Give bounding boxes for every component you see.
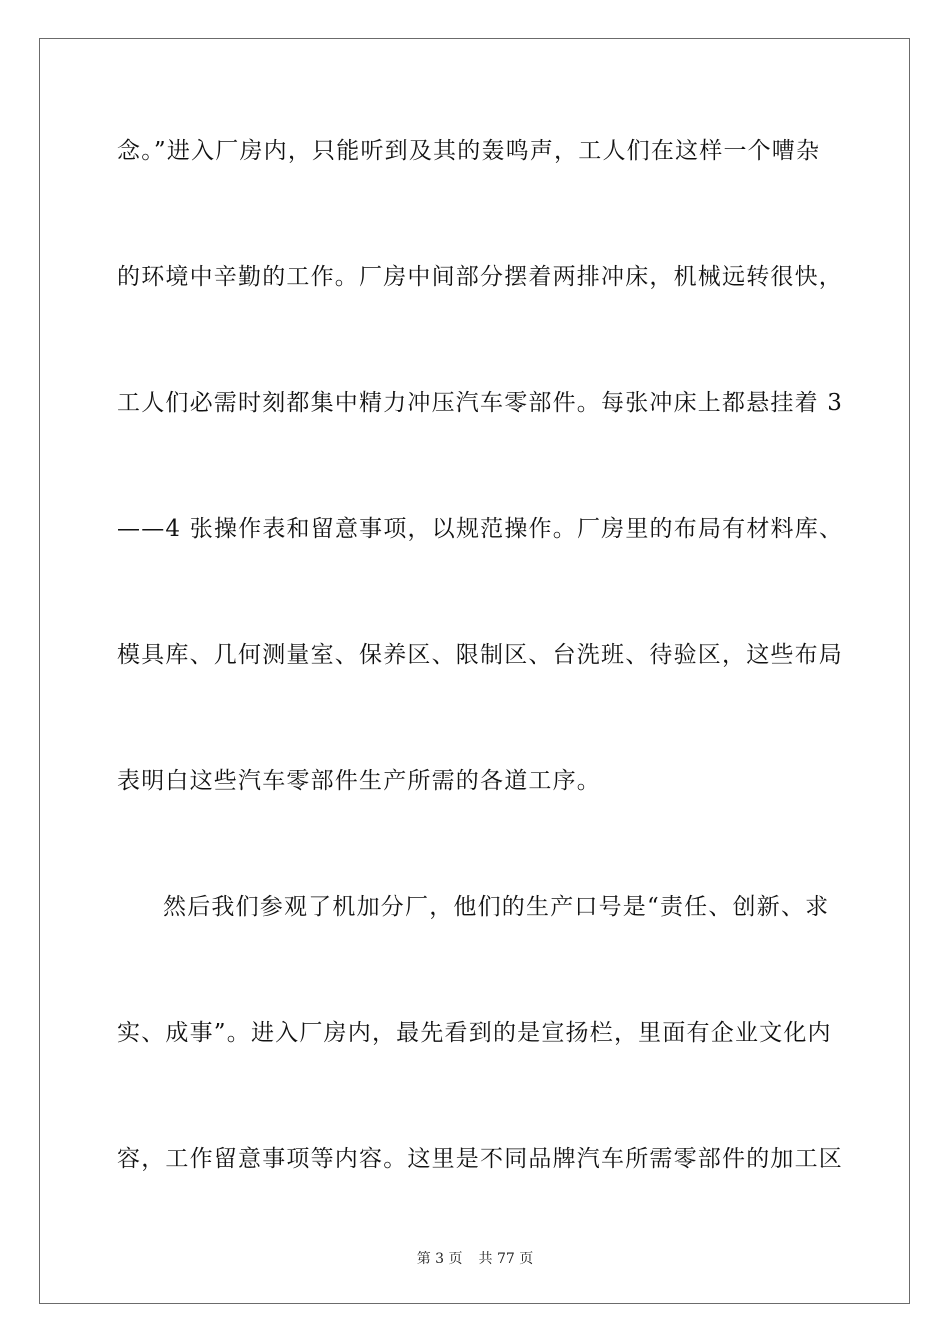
text-line: 模具库、几何测量室、保养区、限制区、台洗班、待验区，这些布局 (117, 642, 843, 668)
page-footer (0, 1248, 950, 1268)
text-line: 表明白这些汽车零部件生产所需的各道工序。 (117, 768, 601, 794)
text-line: 念。”进入厂房内，只能听到及其的轰鸣声，工人们在这样一个嘈杂 (117, 138, 821, 164)
paragraph-start-line: 然后我们参观了机加分厂，他们的生产口号是“责任、创新、求 (163, 894, 830, 920)
text-line: ——4 张操作表和留意事项，以规范操作。厂房里的布局有材料库、 (117, 516, 844, 542)
text-line: 工人们必需时刻都集中精力冲压汽车零部件。每张冲床上都悬挂着 3 (117, 390, 844, 416)
current-page-number: 第 3 页 (416, 1251, 463, 1267)
text-line: 实、成事”。进入厂房内，最先看到的是宣扬栏，里面有企业文化内 (117, 1020, 832, 1046)
document-body (117, 128, 844, 1262)
text-line: 的环境中辛勤的工作。厂房中间部分摆着两排冲床，机械远转很快， (117, 264, 843, 290)
total-page-count: 共 77 页 (478, 1251, 534, 1267)
text-line: 容，工作留意事项等内容。这里是不同品牌汽车所需零部件的加工区 (117, 1146, 843, 1172)
